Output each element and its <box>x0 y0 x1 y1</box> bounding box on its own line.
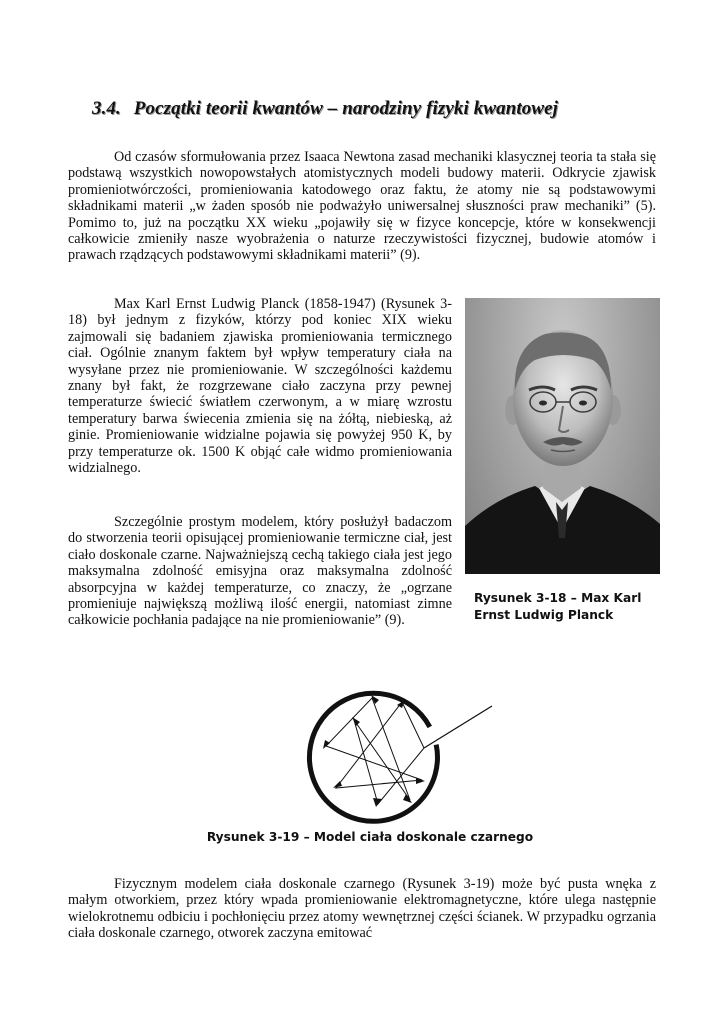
cavity-wall <box>309 693 437 821</box>
paragraph-planck: Max Karl Ernst Ludwig Planck (1858-1947) (Rysunek 3-18) był jednym z fizyków, którzy pod koniec XIX wieku zajmowali się badaniem zjawiska promieniowania termicznego ciał. Ogólnie znanym faktem był wpływ temperatury ciała na wysyłane przez nie promieniowanie. W szczególności każdemu znany był fakt, że rozgrzewane ciało zaczyna przy pewnej temperaturze świecić światłem czerwonym, a w miarę wzrostu temperatury barwa świecenia zmienia się na żółtą, niebieską, aż ginie. Promieniowanie widzialne pojawia się powyżej 950 K, by przy temperaturze ok. 1500 K objąć całe widmo promieniowania widzialnego. <box>68 296 452 477</box>
paragraph-cavity-model: Fizycznym modelem ciała doskonale czarnego (Rysunek 3-19) może być pusta wnęka z małym otworkiem, przez który wpada promieniowanie elektromagnetyczne, które ulega następnie wielokrotnemu odbiciu i pochłonięciu przez atomy wewnętrznej części ścianek. W przypadku ogrzania ciała doskonale czarnego, otworek zaczyna emitować <box>68 876 656 942</box>
portrait-illustration <box>465 298 660 574</box>
section-title: Początki teorii kwantów – narodziny fizyki kwantowej <box>133 98 559 119</box>
figure-3-19-caption: Rysunek 3-19 – Model ciała doskonale czarnego <box>206 830 534 844</box>
incoming-ray <box>424 706 492 748</box>
blackbody-cavity-diagram <box>296 676 496 826</box>
figure-3-18-caption: Rysunek 3-18 – Max Karl Ernst Ludwig Planck <box>474 591 642 622</box>
paragraph-intro: Od czasów sformułowania przez Isaaca Newtona zasad mechaniki klasycznej teoria ta stała się podstawą wszystkich nowopowstałych atomistycznych modeli budowy materii. Odkrycie zjawisk promieniotwórczości, promieniowania katodowego oraz faktu, że atomy nie są podstawowymi składnikami materii „w żaden sposób nie podważyło uniwersalnej słuszności praw mechaniki” (5). Pomimo to, już na początku XX wieku „pojawiły się w fizyce koncepcje, które w konsekwencji całkowicie zmieniły nasze wyobrażenia o naturze rzeczywistości fizycznej, budowie atomów i prawach rządzących podstawowymi składnikami materii” (9). <box>68 149 656 264</box>
planck-portrait-photo <box>465 298 660 574</box>
reflection-paths <box>326 698 424 804</box>
section-heading <box>92 98 652 120</box>
paragraph-blackbody: Szczególnie prostym modelem, który posłużył badaczom do stworzenia teorii opisującej promieniowanie termiczne ciał, jest ciało doskonale czarne. Najważniejszą cechą takiego ciała jest jego maksymalna zdolność emisyjna oraz maksymalna zdolność absorpcyjna w każdej temperaturze, co znaczy, że „ogrzane promieniuje największą możliwą ilość energii, natomiast zimne całkowicie pochłania padające na nie promieniowanie” (9). <box>68 514 452 629</box>
section-number: 3.4. <box>92 98 121 119</box>
